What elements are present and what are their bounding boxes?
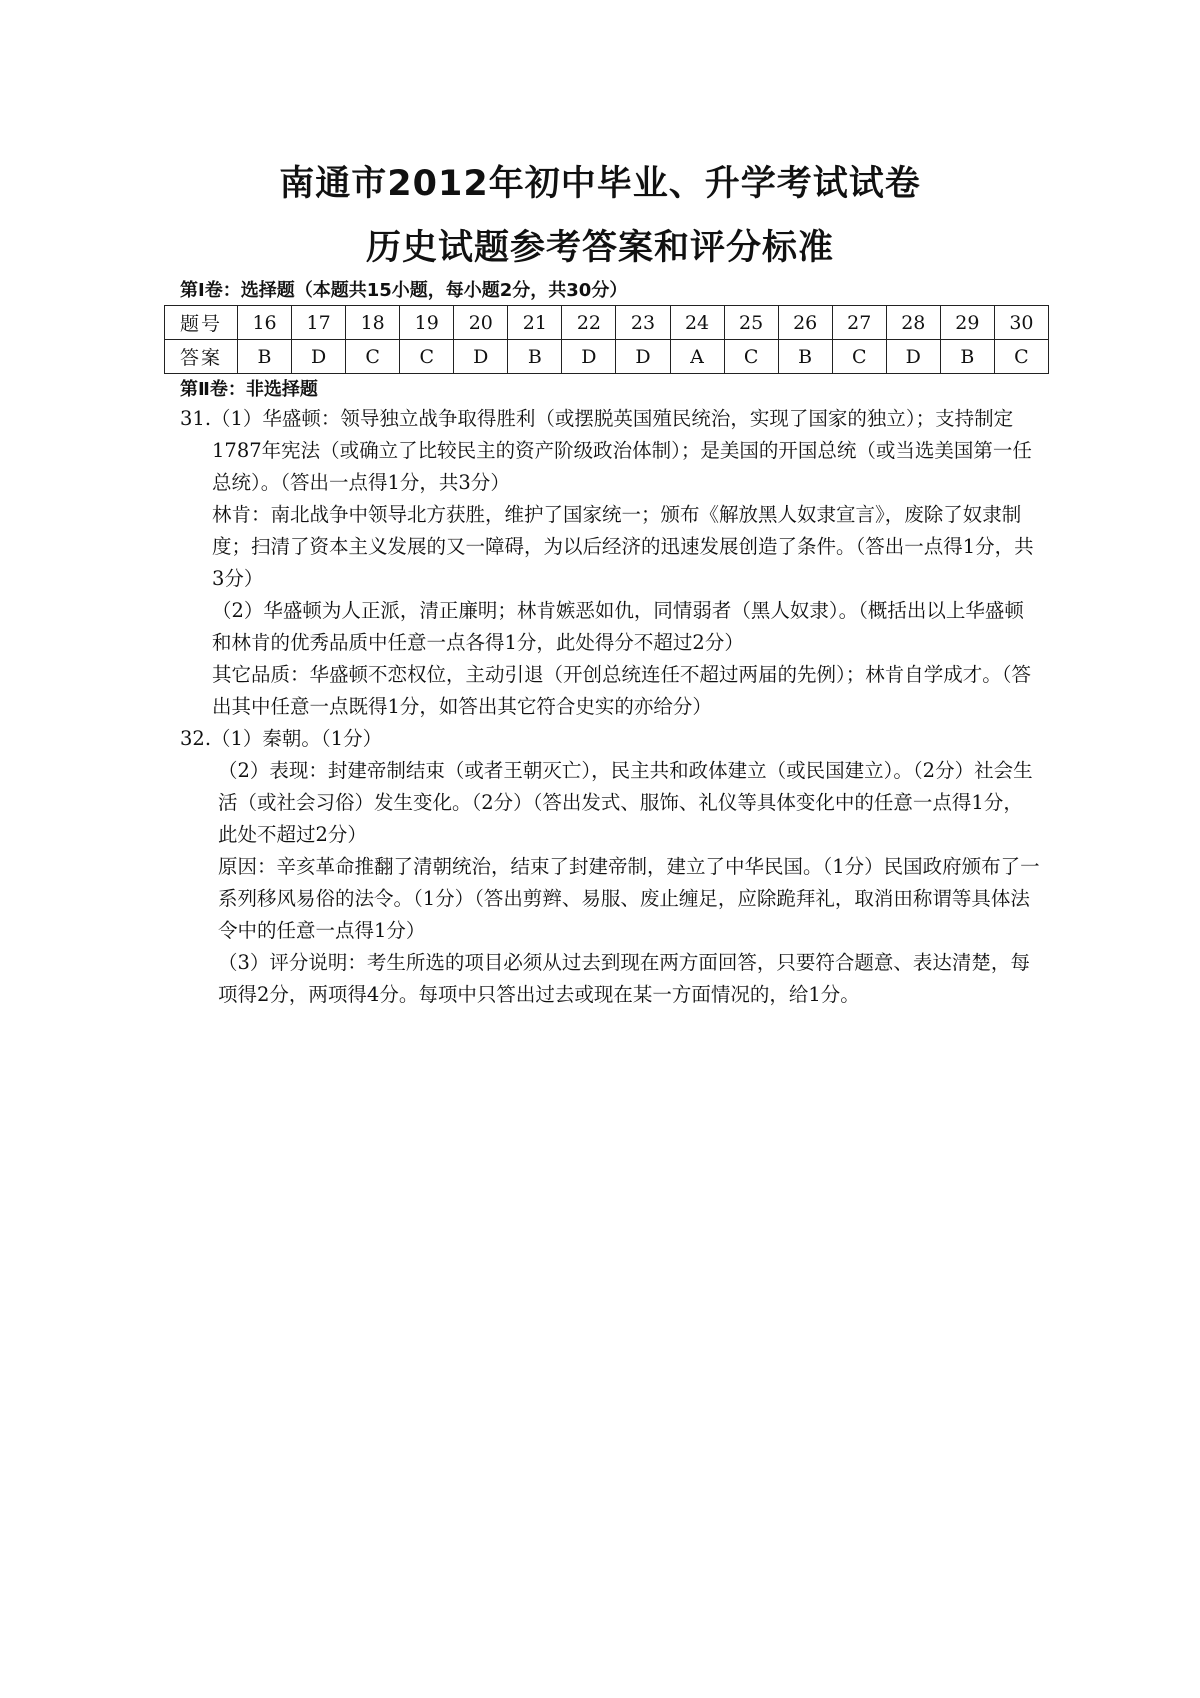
answer-cell: C [994, 340, 1048, 374]
question-number-cell: 22 [562, 306, 616, 340]
q32-part3: （3）评分说明：考生所选的项目必须从过去到现在两方面回答，只要符合题意、表达清楚，每项得2分，两项得4分。每项中只答出过去或现在某一方面情况的，给1分。 [218, 951, 1030, 1006]
answer-cell: D [454, 340, 508, 374]
question-number-cell: 21 [508, 306, 562, 340]
question-number-cell: 30 [994, 306, 1048, 340]
question-number-cell: 19 [400, 306, 454, 340]
question-number-cell: 27 [832, 306, 886, 340]
question-number-cell: 26 [778, 306, 832, 340]
question-number-cell: 28 [886, 306, 940, 340]
q31-lincoln: 林肯：南北战争中领导北方获胜，维护了国家统一；颁布《解放黑人奴隶宣言》，废除了奴隶制度；扫清了资本主义发展的又一障碍，为以后经济的迅速发展创造了条件。（答出一点得1分，共3分） [212, 503, 1034, 590]
answer-cell: A [670, 340, 724, 374]
section2-heading: 第Ⅱ卷：非选择题 [180, 379, 318, 400]
answer-cell: D [562, 340, 616, 374]
answer-cell: B [508, 340, 562, 374]
exam-title: 南通市2012年初中毕业、升学考试试卷 [279, 164, 921, 204]
q32-part1: 32.（1）秦朝。（1分） [180, 727, 383, 750]
q31-other-qualities: 其它品质：华盛顿不恋权位，主动引退（开创总统连任不超过两届的先例）；林肯自学成才。（答出其中任意一点既得1分，如答出其它符合史实的亦给分） [212, 663, 1032, 718]
answer-row [165, 340, 1049, 374]
section1-heading: 第Ⅰ卷：选择题（本题共15小题，每小题2分，共30分） [180, 280, 628, 301]
question-number-cell: 23 [616, 306, 670, 340]
question-number-cell: 17 [292, 306, 346, 340]
q31-part2: （2）华盛顿为人正派，清正廉明；林肯嫉恶如仇，同情弱者（黑人奴隶）。（概括出以上华盛顿和林肯的优秀品质中任意一点各得1分，此处得分不超过2分） [212, 599, 1024, 654]
q32-part2: （2）表现：封建帝制结束（或者王朝灭亡），民主共和政体建立（或民国建立）。（2分）社会生活（或社会习俗）发生变化。（2分）（答出发式、服饰、礼仪等具体变化中的任意一点得1分，此处不超过2分） [218, 759, 1033, 846]
answer-cell: B [778, 340, 832, 374]
answer-table [164, 305, 1049, 374]
question-number-row [165, 306, 1049, 340]
answer-cell: C [400, 340, 454, 374]
answer-cell: D [886, 340, 940, 374]
answer-cell: C [346, 340, 400, 374]
answer-cell: B [238, 340, 292, 374]
answer-cell: C [832, 340, 886, 374]
question-number-cell: 18 [346, 306, 400, 340]
row-label-answers: 答案 [165, 340, 238, 374]
answer-cell: C [724, 340, 778, 374]
answer-cell: D [292, 340, 346, 374]
answer-body [180, 403, 1040, 1011]
question-number-cell: 24 [670, 306, 724, 340]
question-number-cell: 16 [238, 306, 292, 340]
row-label-numbers: 题号 [165, 306, 238, 340]
answer-key-title: 历史试题参考答案和评分标准 [365, 228, 834, 268]
q31-part1: 31.（1）华盛顿：领导独立战争取得胜利（或摆脱英国殖民统治，实现了国家的独立）；支持制定1787年宪法（或确立了比较民主的资产阶级政治体制）；是美国的开国总统（或当选美国第一任总统）。（答出一点得1分，共3分） [180, 407, 1032, 494]
question-number-cell: 29 [940, 306, 994, 340]
question-number-cell: 25 [724, 306, 778, 340]
question-number-cell: 20 [454, 306, 508, 340]
q32-reasons: 原因：辛亥革命推翻了清朝统治，结束了封建帝制，建立了中华民国。（1分）民国政府颁布了一系列移风易俗的法令。（1分）（答出剪辫、易服、废止缠足，应除跪拜礼，取消田称谓等具体法令中的任意一点得1分） [218, 855, 1040, 942]
answer-cell: B [940, 340, 994, 374]
answer-cell: D [616, 340, 670, 374]
